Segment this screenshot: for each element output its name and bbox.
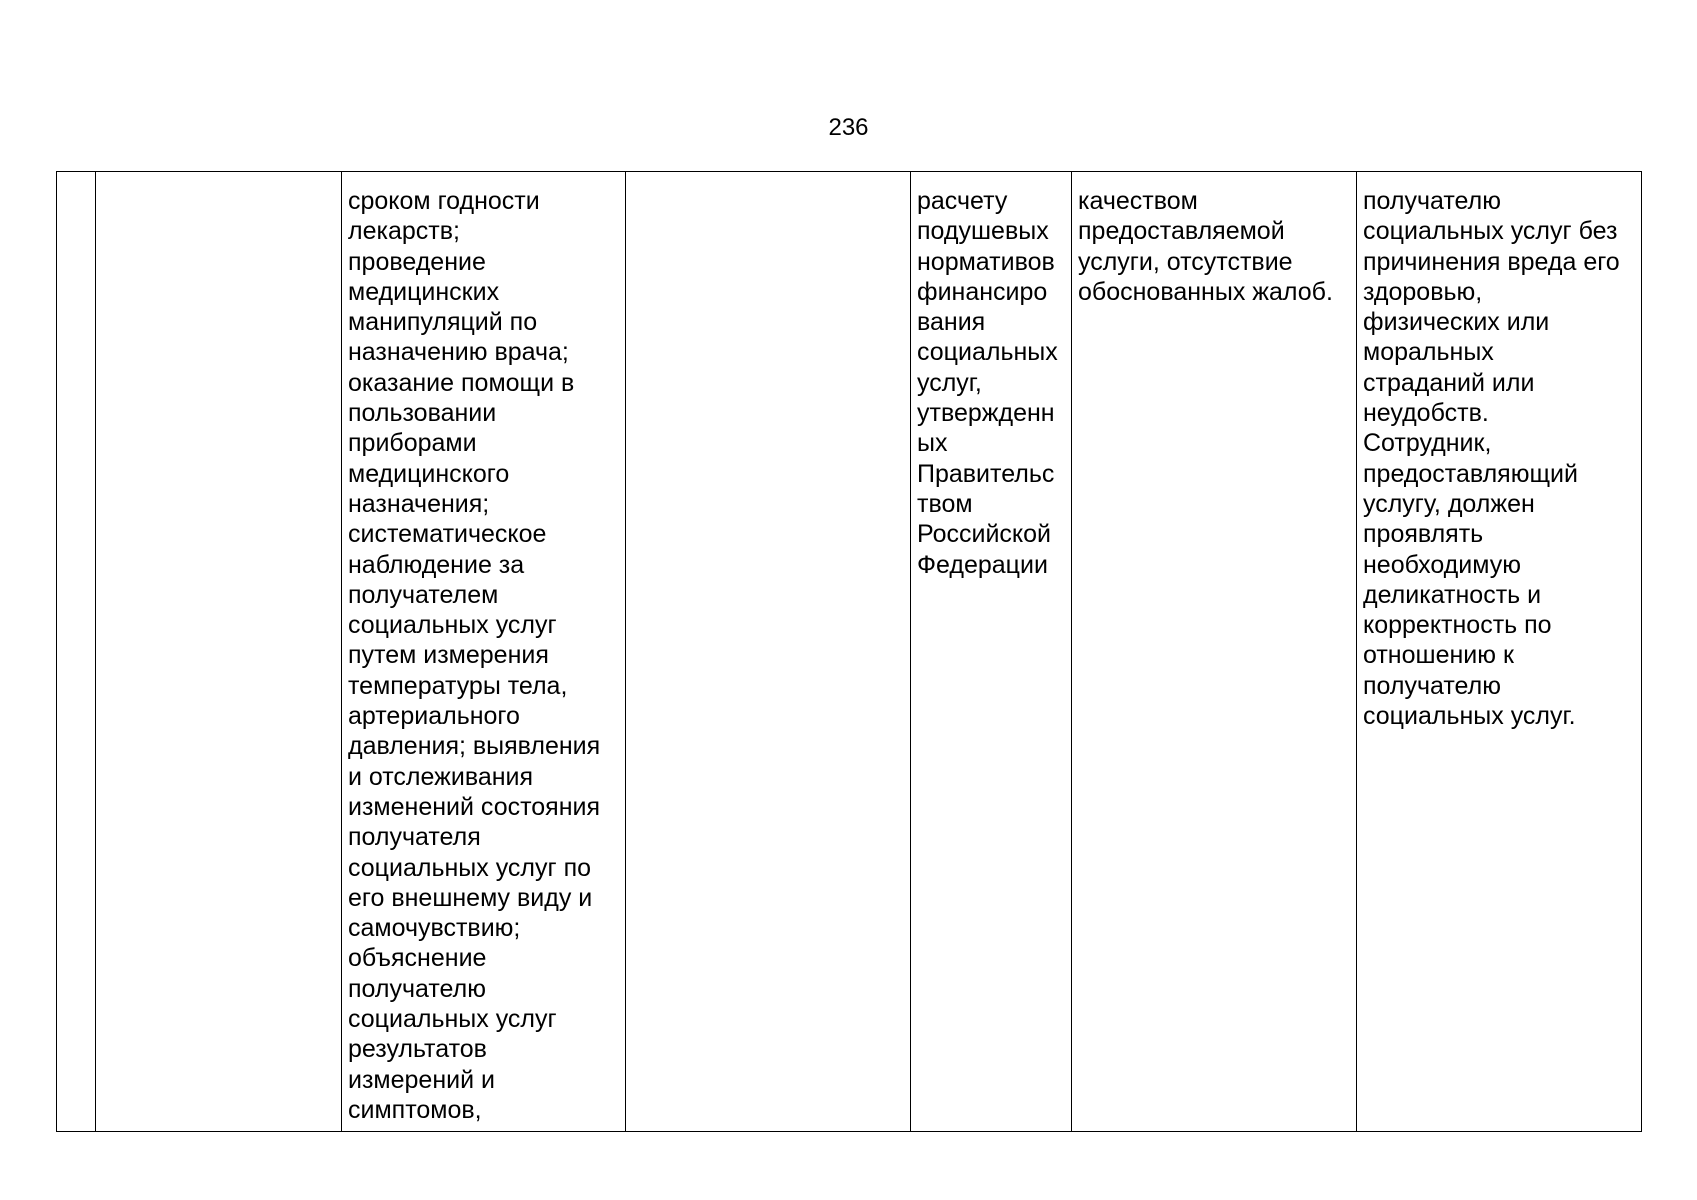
table-cell-cost: расчету подушевых нормативов финансиро вания социальных услуг, утвержденн ых Правительс твом Российской Федерации [911, 172, 1072, 1132]
table-cell-quality-indicators: качеством предоставляемой услуги, отсутствие обоснованных жалоб. [1072, 172, 1357, 1132]
table-cell-conditions: получателю социальных услуг без причинения вреда его здоровью, физических или моральных страданий или неудобств. Сотрудник, предоставляющий услугу, должен проявлять необходимую деликатность и корректность по отношению к получателю социальных услуг. [1357, 172, 1642, 1132]
table-cell-service-description: сроком годности лекарств; проведение медицинских манипуляций по назначению врача; оказание помощи в пользовании приборами медицинского назначения; систематическое наблюдение за получателем социальных услуг путем измерения температуры тела, артериального давления; выявления и отслеживания изменений состояния получателя социальных услуг по его внешнему виду и самочувствию; объяснение получателю социальных услуг результатов измерений и симптомов, [342, 172, 626, 1132]
content-table [56, 171, 1642, 1132]
page-number: 236 [828, 114, 869, 141]
table-cell-service-name [96, 172, 342, 1132]
table-cell-number [57, 172, 96, 1132]
table-cell-term [626, 172, 911, 1132]
table-row [57, 172, 1642, 1132]
